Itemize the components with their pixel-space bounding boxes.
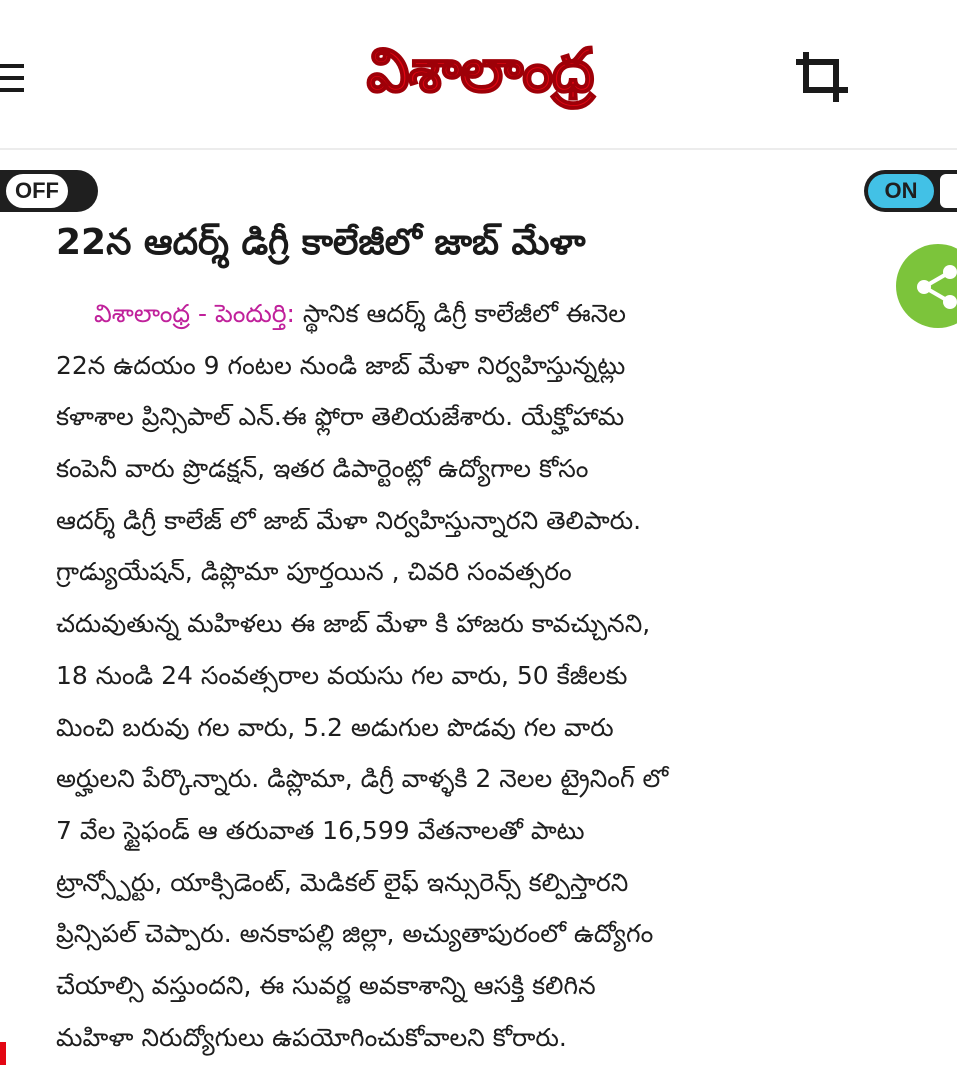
article-line: మహిళా నిరుద్యోగులు ఉపయోగించుకోవాలని కోరారు.: [56, 1022, 567, 1052]
toggle-handle: [940, 174, 957, 208]
article-line: 22న ఉదయం 9 గంటల నుండి జాబ్ మేళా నిర్వహిస్తున్నట్లు: [56, 350, 626, 380]
hamburger-menu-icon[interactable]: [0, 64, 24, 94]
article-first-line-text: స్థానిక ఆదర్శ్ డిగ్రీ కాలేజీలో ఈనెల: [294, 299, 627, 328]
toggle-off-label: OFF: [6, 174, 68, 208]
article-line: ప్రిన్సిపల్ చెప్పారు. అనకాపల్లి జిల్లా, అచ్యుతాపురంలో ఉద్యోగం: [56, 919, 654, 949]
toggle-on-label: ON: [868, 174, 934, 208]
edge-marker: [0, 1042, 6, 1065]
crop-icon[interactable]: [792, 46, 852, 106]
article-body: [56, 288, 926, 1063]
article-line: గ్రాడ్యుయేషన్, డిప్లొమా పూర్తయిన , చివరి సంవత్సరం: [56, 557, 572, 587]
article-line: చేయాల్సి వస్తుందని, ఈ సువర్ణ అవకాశాన్ని ఆసక్తి కలిగిన: [56, 970, 596, 1000]
app-header: [0, 0, 957, 150]
article-first-line: [56, 288, 926, 340]
article-line: 18 నుండి 24 సంవత్సరాల వయసు గల వారు, 50 కేజీలకు: [56, 660, 628, 690]
article-line: కంపెనీ వారు ప్రొడక్షన్, ఇతర డిపార్టెంట్లో ఉద్యోగాల కోసం: [56, 454, 589, 484]
article-dateline: విశాలాంధ్ర - పెందుర్తి:: [94, 299, 295, 328]
article-line: చదువుతున్న మహిళలు ఈ జాబ్ మేళా కి హాజరు కావచ్చునని,: [56, 609, 651, 639]
article-line: మించి బరువు గల వారు, 5.2 అడుగుల పొడవు గల వారు: [56, 712, 614, 742]
article-line: కళాశాల ప్రిన్సిపాల్ ఎన్.ఈ ఫ్లోరా తెలియజేశారు. యేక్హోహామ: [56, 402, 625, 432]
logo-text: విశాలాంధ్ర: [366, 36, 594, 106]
article-line: ఆదర్శ్ డిగ్రీ కాలేజ్ లో జాబ్ మేళా నిర్వహిస్తున్నారని తెలిపారు.: [56, 505, 642, 535]
toggle-on-switch[interactable]: [864, 170, 957, 212]
article-line: ట్రాన్స్పోర్టు, యాక్సిడెంట్, మెడికల్ లైఫ్ ఇన్సురెన్స్ కల్పిస్తారని: [56, 867, 629, 897]
article-headline: 22న ఆదర్శ్ డిగ్రీ కాలేజీలో జాబ్ మేళా: [56, 222, 586, 263]
toggle-off-switch[interactable]: [0, 170, 98, 212]
article-line: అర్హులని పేర్కొన్నారు. డిప్లొమా, డిగ్రీ వాళ్ళకి 2 నెలల ట్రైనింగ్ లో: [56, 764, 669, 794]
article-line: 7 వేల స్టైఫండ్ ఆ తరువాత 16,599 వేతనాలతో పాటు: [56, 815, 585, 845]
newspaper-logo[interactable]: [270, 22, 690, 134]
